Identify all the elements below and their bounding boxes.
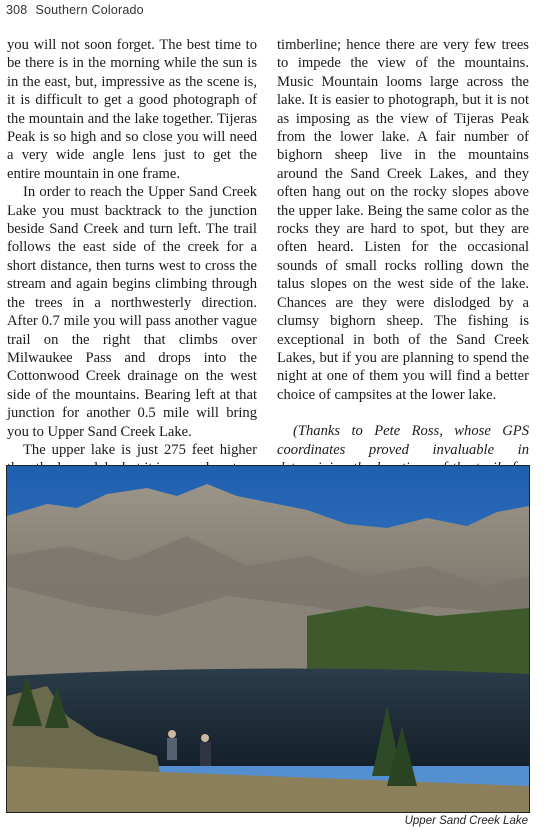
lake-photo [6,465,530,813]
photo-caption: Upper Sand Creek Lake [404,815,528,827]
section-title: Southern Colorado [35,3,144,17]
running-header [6,3,144,17]
credit-note: (Thanks to Pete Ross, whose GPS coordinates proved invaluable in [277,423,529,458]
paragraph: The upper lake is just 275 feet higher [23,441,257,458]
paragraph: you will not soon forget. The best time to be there is in the morning while the sun is in the east, but, impressive as the scene is, it is difficult to get a good photograph of the mountain and the lake together. Tijeras Peak is so high and so close you will need a very wide angle lens just to get the entire mountain in one frame. [7,37,257,182]
left-column [7,36,257,478]
paragraph: timberline; hence there are very few trees to impede the view of the mountains. Music Mountain looms large across the lake. It is easier to photograph, but it is not as imposing as the view of Tijeras Peak from the lower lake. A fair number of bighorn sheep live in the mountains around the Sand Creek Lakes, and they often hang out on the rocky slopes above the upper lake. Being the same color as the rocks they are hard to spot, but they are often heard. Listen for the occasional sounds of small rocks rolling down the talus slopes on the west side of the lake. Chances are they were dislodged by a clumsy bighorn sheep. The fishing is exceptional in both of the Sand Creek Lakes, but if you are planning to spend the night at one of them you will find a better choice of campsites at the lower lake. [277,37,529,403]
page-number: 308 [6,3,28,17]
mountain-lake-illustration [7,466,529,812]
right-column [277,36,529,496]
paragraph: In order to reach the Upper Sand Creek Lake you must backtrack to the junction beside Sand Creek and turn left. The trail follows the east side of the creek for a short distance, then turns west to cross the stream and again begins climbing through the trees in a northwesterly direction. After 0.7 mile you will pass another vague trail on the right that climbs over Milwaukee Pass and drops into the Cottonwood Creek drainage on the west side of the mountains. Bearing left at that junction for another 0.5 mile will bring you to Upper Sand Creek Lake. [7,184,257,440]
